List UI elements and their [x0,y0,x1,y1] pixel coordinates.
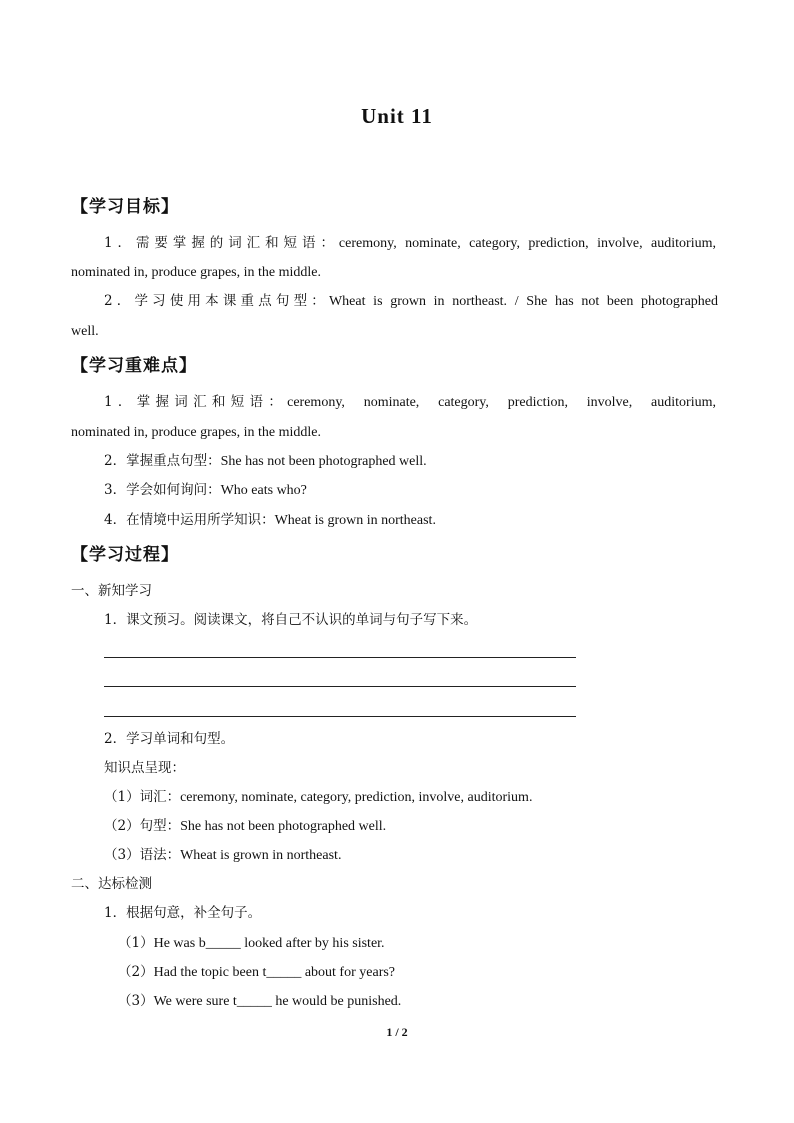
question-2-label: （2） [118,964,154,980]
part-1-title: 一、新知学习 [71,583,152,599]
knowledge-item-2-text: She has not been photographed well. [180,819,387,834]
step-2: 2．学习单词和句型。 [104,731,235,747]
key-point-item-3-text: Who eats who? [220,483,307,498]
key-point-item-4-label: 4．在情境中运用所学知识： [104,512,275,528]
knowledge-item-2-label: （2）句型： [104,818,181,834]
part-2-title: 二、达标检测 [71,876,152,892]
key-point-item-2-text: She has not been photographed well. [220,454,427,469]
answer-line-1[interactable] [104,657,576,658]
knowledge-item-2 [104,816,386,837]
key-points-heading: 【学习重难点】 [71,356,197,376]
key-point-item-3-label: 3．学会如何询问： [104,482,221,498]
question-1 [118,933,385,954]
key-point-item-4-text: Wheat is grown in northeast. [274,513,436,528]
answer-line-2[interactable] [104,686,576,687]
question-1-text: He was b_____ looked after by his sister. [153,936,385,951]
key-point-item-3 [104,480,307,501]
knowledge-item-3-label: （3）语法： [104,847,181,863]
question-3-text: We were sure t_____ he would be punished. [153,994,402,1009]
knowledge-item-1 [104,787,532,808]
objectives-heading: 【学习目标】 [71,197,179,217]
answer-line-3[interactable] [104,716,576,717]
question-3-label: （3） [118,993,154,1009]
objective-item-2-text: Wheat is grown in northeast. / She has not been photographed [328,294,718,309]
key-point-item-2 [104,451,427,472]
step-1: 1．课文预习。阅读课文，将自己不认识的单词与句子写下来。 [104,612,478,628]
key-point-item-2-label: 2．掌握重点句型： [104,453,221,469]
key-point-item-1-text: ceremony, nominate, category, prediction, involve, auditorium, [287,395,716,410]
knowledge-item-1-text: ceremony, nominate, category, prediction, involve, auditorium. [180,790,533,805]
objective-item-1-label: 1．需要掌握的词汇和短语： [104,235,339,251]
knowledge-title: 知识点呈现： [104,760,185,776]
objective-item-1-continuation: nominated in, produce grapes, in the middle. [71,265,321,280]
question-1-label: （1） [118,935,154,951]
test-1: 1．根据句意，补全句子。 [104,905,262,921]
question-3 [118,991,401,1012]
knowledge-item-3 [104,845,341,866]
question-2 [118,962,395,983]
page-number: 1 / 2 [386,1025,408,1039]
key-point-item-1-continuation: nominated in, produce grapes, in the middle. [71,425,321,440]
key-point-item-1-label: 1．掌握词汇和短语： [104,394,288,410]
question-2-text: Had the topic been t_____ about for years? [153,965,396,980]
objective-item-2-continuation: well. [71,324,99,339]
process-heading: 【学习过程】 [71,545,179,565]
objective-item-2 [104,291,718,312]
knowledge-item-1-label: （1）词汇： [104,789,181,805]
key-point-item-1 [104,392,716,413]
page-title: Unit 11 [361,104,433,128]
knowledge-item-3-text: Wheat is grown in northeast. [180,848,342,863]
objective-item-1 [104,233,716,254]
key-point-item-4 [104,510,436,531]
objective-item-1-text: ceremony, nominate, category, prediction, involve, auditorium, [338,236,716,251]
objective-item-2-label: 2．学习使用本课重点句型： [104,293,329,309]
